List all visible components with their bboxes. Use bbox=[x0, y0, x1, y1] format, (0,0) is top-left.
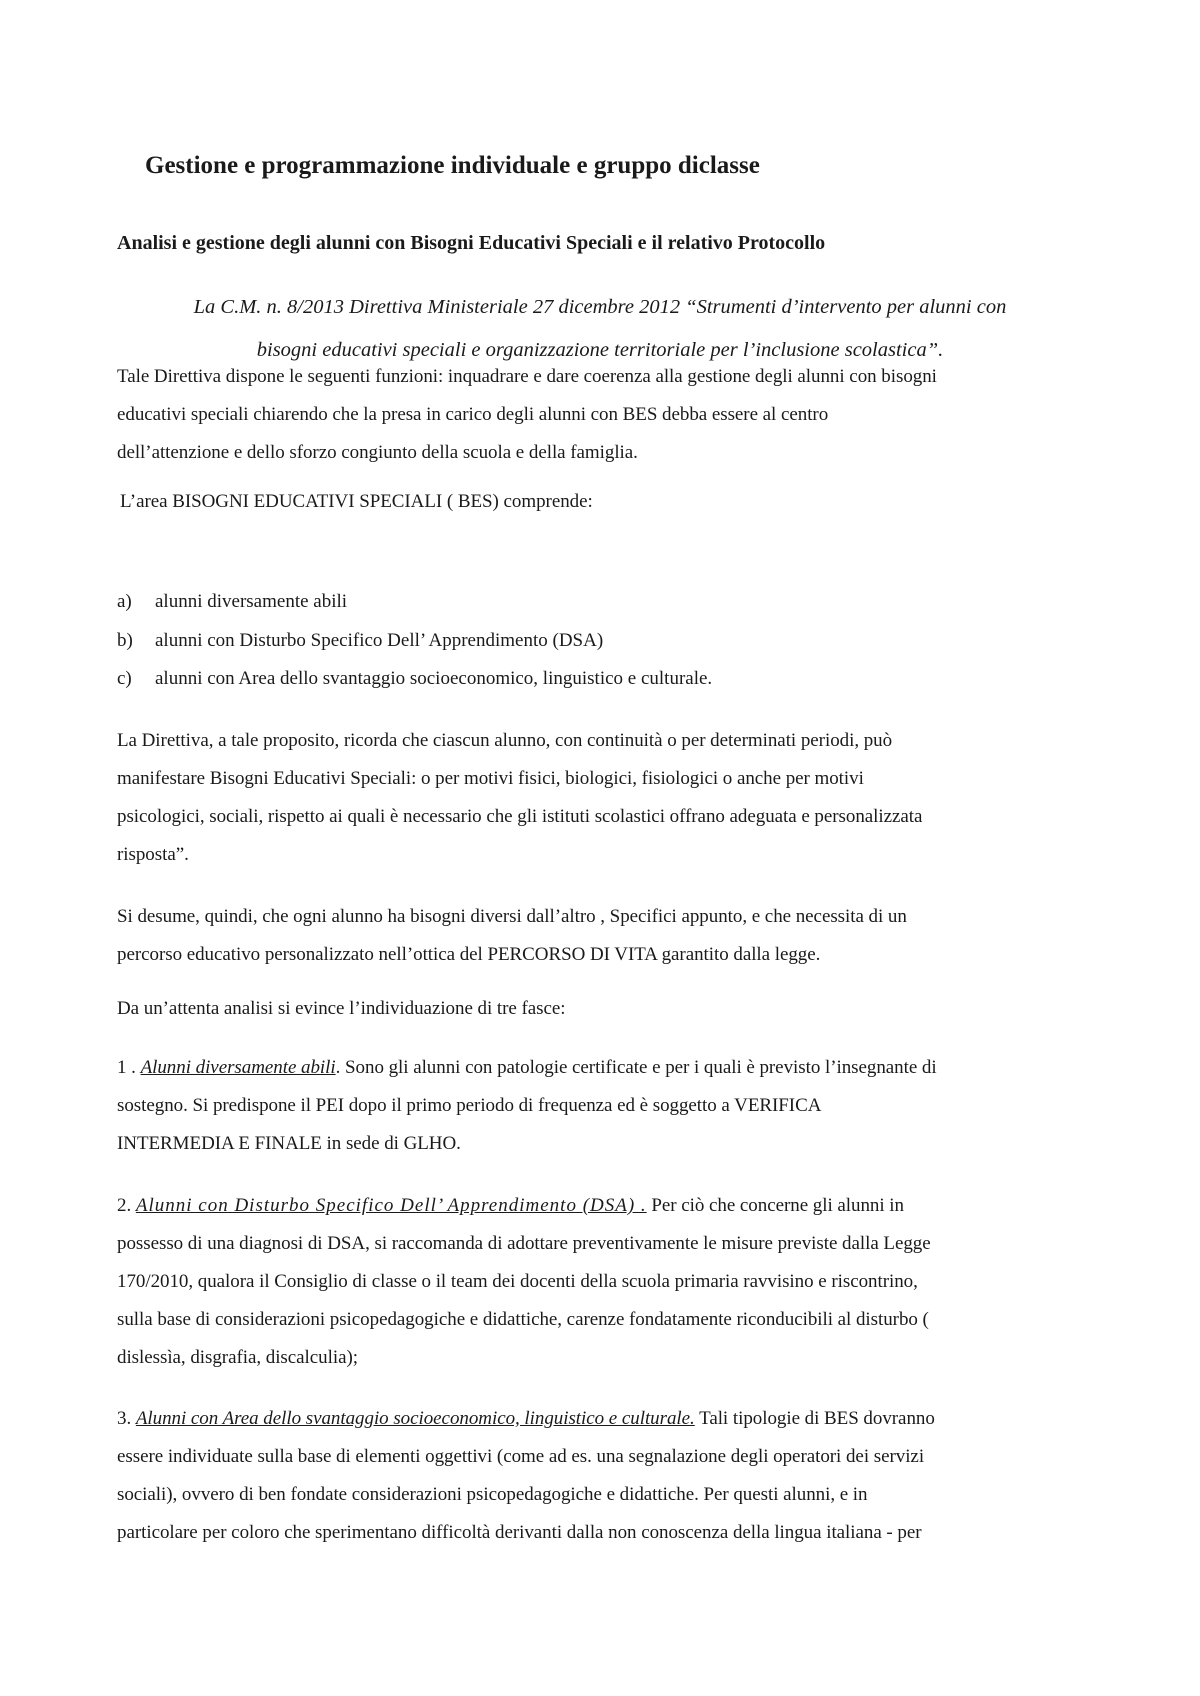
section-subtitle: Analisi e gestione degli alunni con Bisogni Educativi Speciali e il relativo Protocollo bbox=[117, 232, 826, 254]
directive-line-2: bisogni educativi speciali e organizzazione territoriale per l’inclusione scolastica”. bbox=[256, 339, 944, 361]
phase-number: 2. bbox=[117, 1195, 132, 1216]
phase-number: 3. bbox=[117, 1408, 132, 1429]
list-marker: b) bbox=[117, 629, 133, 651]
phase-heading: Alunni con Area dello svantaggio socioeconomico, linguistico e culturale. bbox=[135, 1408, 695, 1429]
phase-3 bbox=[117, 1400, 1083, 1552]
paragraph-line: . Sono gli alunni con patologie certificate e per i quali è previsto l’insegnante di bbox=[335, 1057, 937, 1078]
paragraph-line: educativi speciali chiarendo che la presa in carico degli alunni con BES debba essere al centro bbox=[117, 404, 829, 425]
paragraph-line: percorso educativo personalizzato nell’ottica del PERCORSO DI VITA garantito dalla legge. bbox=[117, 944, 821, 965]
paragraph-line: sociali), ovvero di ben fondate considerazioni psicopedagogiche e didattiche. Per questi alunni, e in bbox=[117, 1484, 868, 1505]
phase-heading: Alunni diversamente abili bbox=[140, 1057, 336, 1078]
list-marker: c) bbox=[117, 668, 132, 689]
list-item-text: alunni con Disturbo Specifico Dell’ Apprendimento (DSA) bbox=[155, 629, 604, 651]
list-marker: a) bbox=[117, 591, 132, 612]
directive-line-1: La C.M. n. 8/2013 Direttiva Ministeriale 27 dicembre 2012 “Strumenti d’intervento per alunni con bbox=[193, 296, 1007, 318]
paragraph-line: particolare per coloro che sperimentano difficoltà derivanti dalla non conoscenza della lingua italiana - per bbox=[117, 1522, 922, 1543]
list-item-text: alunni diversamente abili bbox=[155, 591, 348, 612]
list-item-text: alunni con Area dello svantaggio socioeconomico, linguistico e culturale. bbox=[155, 668, 713, 689]
phase-number: 1 . bbox=[117, 1057, 136, 1078]
paragraph-line: dislessìa, disgrafia, discalculia); bbox=[117, 1347, 358, 1368]
paragraph-line: essere individuate sulla base di elementi oggettivi (come ad es. una segnalazione degli operatori dei servizi bbox=[117, 1446, 925, 1467]
bes-categories-list bbox=[117, 583, 1083, 699]
paragraph-line: Per ciò che concerne gli alunni in bbox=[646, 1195, 904, 1216]
page-title: Gestione e programmazione individuale e gruppo diclasse bbox=[145, 152, 760, 179]
paragraph-line: psicologici, sociali, rispetto ai quali è necessario che gli istituti scolastici offrano adeguata e personalizzata bbox=[117, 806, 923, 827]
paragraph-line: La Direttiva, a tale proposito, ricorda che ciascun alunno, con continuità o per determinati periodi, può bbox=[117, 730, 893, 751]
list-item bbox=[117, 583, 1083, 622]
paragraph-line: Si desume, quindi, che ogni alunno ha bisogni diversi dall’altro , Specifici appunto, e che necessita di un bbox=[117, 906, 907, 927]
paragraph-directive-functions bbox=[117, 358, 1083, 472]
paragraph-line: Tale Direttiva dispone le seguenti funzioni: inquadrare e dare coerenza alla gestione degli alunni con bisogni bbox=[117, 366, 937, 387]
paragraph-line: Tali tipologie di BES dovranno bbox=[694, 1408, 935, 1429]
paragraph-line: 170/2010, qualora il Consiglio di classe o il team dei docenti della scuola primaria ravvisino e riscontrino, bbox=[117, 1271, 918, 1292]
phase-1 bbox=[117, 1049, 1083, 1163]
paragraph-line: manifestare Bisogni Educativi Speciali: o per motivi fisici, biologici, fisiologici o anche per motivi bbox=[117, 768, 864, 789]
phases-intro: Da un’attenta analisi si evince l’individuazione di tre fasce: bbox=[117, 998, 566, 1019]
paragraph-line: dell’attenzione e dello sforzo congiunto della scuola e della famiglia. bbox=[117, 442, 638, 463]
paragraph-line: sostegno. Si predispone il PEI dopo il primo periodo di frequenza ed è soggetto a VERIFICA bbox=[117, 1095, 822, 1116]
list-item bbox=[117, 660, 1083, 699]
paragraph-line: risposta”. bbox=[117, 844, 189, 865]
paragraph-line: sulla base di considerazioni psicopedagogiche e didattiche, carenze fondatamente riconducibili al disturbo ( bbox=[117, 1309, 929, 1330]
paragraph-special-needs bbox=[117, 722, 1083, 874]
list-item bbox=[117, 622, 1083, 661]
bes-area-intro: L’area BISOGNI EDUCATIVI SPECIALI ( BES) comprende: bbox=[120, 491, 593, 512]
phase-heading: Alunni con Disturbo Specifico Dell’ Apprendimento (DSA) . bbox=[135, 1195, 647, 1216]
paragraph-personalized-path bbox=[117, 898, 1083, 974]
paragraph-line: INTERMEDIA E FINALE in sede di GLHO. bbox=[117, 1133, 461, 1154]
phase-2 bbox=[117, 1187, 1083, 1377]
paragraph-line: possesso di una diagnosi di DSA, si raccomanda di adottare preventivamente le misure previste dalla Legge bbox=[117, 1233, 931, 1254]
